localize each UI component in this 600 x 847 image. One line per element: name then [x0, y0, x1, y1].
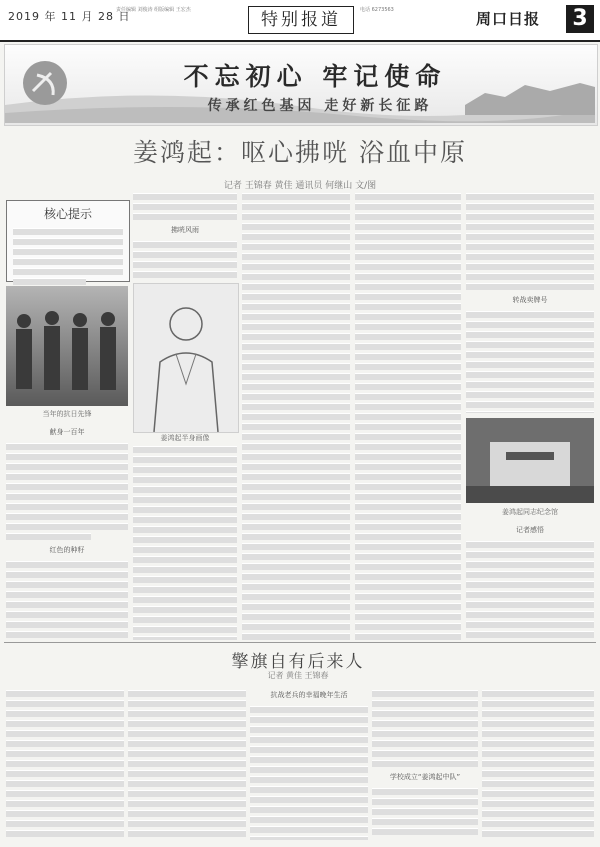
- caption-memorial: 姜鸿起同志纪念馆: [502, 508, 558, 516]
- banner-subtitle: 传承红色基因 走好新长征路: [207, 98, 433, 114]
- a2-column-2: [128, 690, 246, 840]
- column-2-top: [133, 193, 237, 278]
- portrait-illustration: [134, 284, 238, 432]
- page-header: [0, 0, 600, 42]
- portrait-drawing: [133, 283, 239, 433]
- article2-byline: 记者 黄佳 王锦春: [267, 671, 329, 680]
- subhead-2: 红色的种籽: [49, 546, 85, 554]
- a2-column-5: [482, 690, 594, 840]
- banner-title: 不忘初心 牢记使命: [183, 62, 447, 91]
- a2-column-3: [250, 690, 368, 840]
- a2-subhead-2: 学校成立“姜鸿起中队”: [389, 773, 461, 781]
- editor-credit: 责任编辑 刘俊涛 组版编辑 王宏杰: [116, 7, 191, 13]
- column-5-top: [466, 193, 594, 413]
- article-headline: 姜鸿起：呕心拂咣 浴血中原: [133, 138, 467, 167]
- core-tip-title: 核心提示: [43, 207, 92, 221]
- soldiers-illustration: [6, 286, 128, 406]
- great-wall-icon: [465, 83, 595, 115]
- subhead-0: 拂咣风雨: [171, 226, 199, 234]
- article-byline: 记者 王锦春 黄佳 通讯员 何继山 文/图: [223, 181, 377, 191]
- theme-banner: [4, 44, 598, 126]
- caption-portrait: 姜鸿起半身画像: [160, 434, 210, 442]
- core-tip-box: [6, 200, 130, 282]
- page-number: 3: [566, 5, 594, 33]
- memorial-hall-photo: [466, 418, 594, 503]
- a2-column-4: [372, 690, 478, 840]
- caption-soldiers: 当年的抗日先锋: [42, 410, 92, 418]
- hotline: 电话 6273563: [360, 7, 394, 13]
- section-title: 特别报道: [248, 6, 354, 34]
- article2-headline: 擎旗自有后来人: [231, 652, 365, 672]
- column-2-bottom: [133, 446, 237, 640]
- a2-column-1: [6, 690, 124, 840]
- reporter-notes-title: 记者感悟: [516, 526, 544, 534]
- a2-subhead-1: 抗战老兵的幸福晚年生活: [270, 691, 348, 699]
- column-1: [6, 422, 128, 640]
- party-emblem-icon: [23, 61, 67, 105]
- column-4: [355, 193, 461, 640]
- issue-date: 2019 年 11 月 28 日: [8, 10, 131, 23]
- subhead-3: 转战卖牌号: [512, 296, 548, 304]
- newspaper-logo: 周口日报: [476, 10, 541, 28]
- section-divider: [4, 642, 596, 643]
- subhead-1: 献身一百年: [49, 428, 85, 436]
- soldiers-photo: [6, 286, 128, 406]
- memorial-hall-illustration: [466, 418, 594, 503]
- column-3: [242, 193, 350, 640]
- column-5-bottom: [466, 520, 594, 640]
